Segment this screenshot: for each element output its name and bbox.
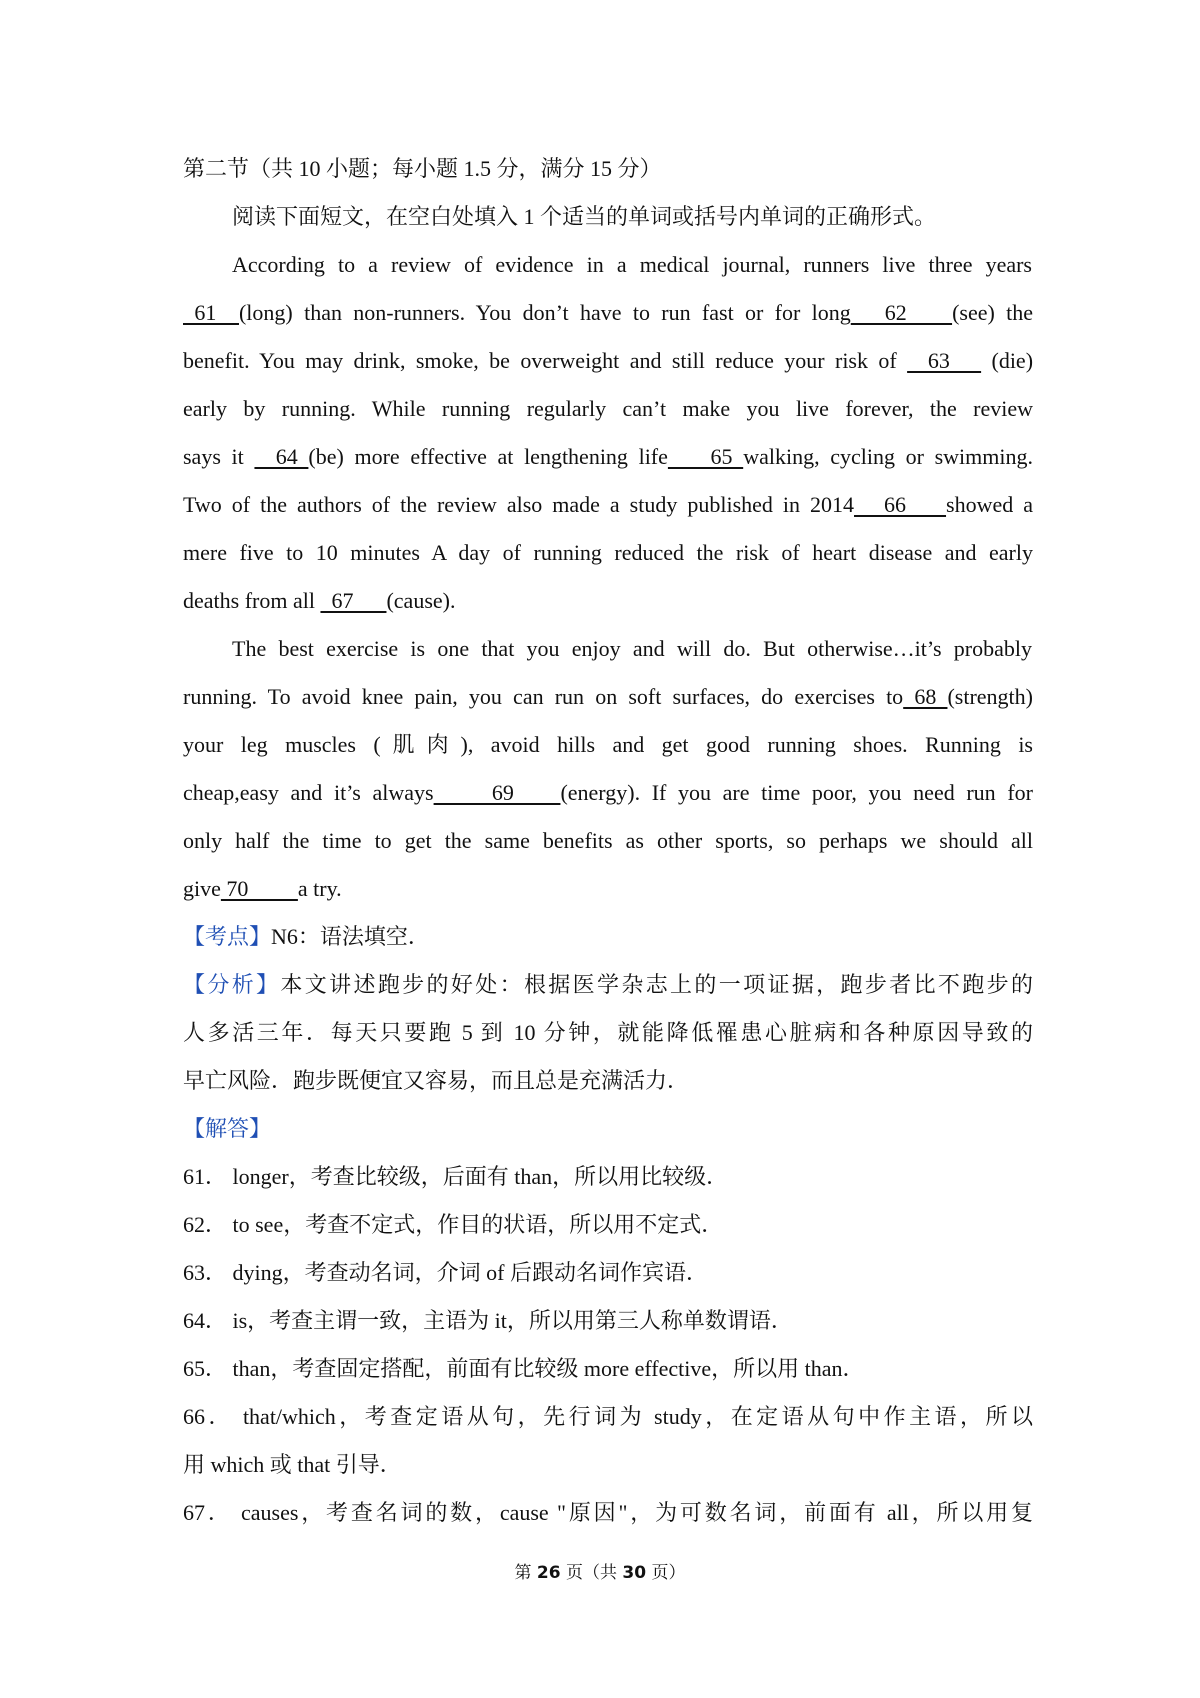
answer-item: 61． longer，考查比较级，后面有 than，所以用比较级．: [183, 1164, 729, 1189]
jieda-tag: 【解答】: [183, 1116, 272, 1141]
answer-item: 67． causes，考查名词的数，cause "原因"，为可数名词，前面有 all，所以用复: [183, 1500, 1033, 1525]
section-title: 第二节（共 10 小题；每小题 1.5 分，满分 15 分）: [183, 156, 662, 181]
passage-line: early by running. While running regularly can’t make you live forever, the review: [183, 396, 1033, 421]
kaodian-tag: 【考点】: [183, 924, 272, 949]
passage-line: running. To avoid knee pain, you can run on soft surfaces, do exercises to 68 (strength): [183, 684, 1033, 709]
blank-63: 63: [907, 348, 982, 373]
passage-line: cheap,easy and it’s always 69 (energy). If you are time poor, you need run for: [183, 780, 1033, 805]
blank-65: 65: [667, 444, 744, 469]
blank-67: 67: [320, 588, 387, 613]
passage-line: Two of the authors of the review also made a study published in 2014 66 showed a: [183, 492, 1034, 517]
passage-line: give 70 a try.: [183, 876, 342, 901]
current-page-number: 26: [536, 1563, 561, 1583]
passage-line: only half the time to get the same benefits as other sports, so perhaps we should all: [183, 828, 1033, 853]
passage-line: mere five to 10 minutes A day of running reduced the risk of heart disease and early: [183, 540, 1033, 565]
jieda-tag-line: [183, 1114, 1033, 1144]
fenxi-line: 【分析】本文讲述跑步的好处：根据医学杂志上的一项证据，跑步者比不跑步的: [183, 972, 1033, 997]
answer-item: 65． than，考查固定搭配，前面有比较级 more effective，所以用 than．: [183, 1356, 865, 1381]
passage-line: benefit. You may drink, smoke, be overweight and still reduce your risk of 63 (die): [183, 348, 1034, 373]
answer-item: 62． to see，考查不定式，作目的状语，所以用不定式．: [183, 1212, 724, 1237]
answer-item: 用 which 或 that 引导．: [183, 1452, 402, 1477]
passage-line: says it 64 (be) more effective at lengthening life 65 walking, cycling or swimming.: [183, 444, 1034, 469]
blank-64: 64: [254, 444, 309, 469]
blank-61: 61: [183, 300, 239, 325]
page-footer: 第 26 页（共 30 页）: [514, 1563, 686, 1583]
passage-line: 61 (long) than non-runners. You don’t have to run fast or for long 62 (see) the: [183, 300, 1034, 325]
answer-item: 63． dying，考查动名词，介词 of 后跟动名词作宾语．: [183, 1260, 708, 1285]
total-pages: 30: [622, 1563, 647, 1583]
passage-line: The best exercise is one that you enjoy and will do. But otherwise…it’s probably: [232, 636, 1032, 661]
blank-66: 66: [854, 492, 947, 517]
passage-line: deaths from all 67 (cause).: [183, 588, 456, 613]
fenxi-line: 早亡风险．跑步既便宜又容易，而且总是充满活力．: [183, 1068, 690, 1093]
blank-62: 62: [850, 300, 953, 325]
answer-item: 64． is，考查主谓一致，主语为 it，所以用第三人称单数谓语．: [183, 1308, 793, 1333]
passage-line: your leg muscles (肌肉), avoid hills and get good running shoes. Running is: [183, 732, 1033, 757]
passage-line: According to a review of evidence in a medical journal, runners live three years: [232, 252, 1032, 277]
fenxi-line: 人多活三年．每天只要跑 5 到 10 分钟，就能降低罹患心脏病和各种原因导致的: [183, 1020, 1033, 1045]
kaodian-line: 【考点】N6：语法填空．: [183, 924, 430, 949]
blank-68: 68: [903, 684, 948, 709]
blank-70: 70: [220, 876, 298, 901]
instruction: 阅读下面短文，在空白处填入 1 个适当的单词或括号内单词的正确形式。: [232, 204, 937, 229]
blank-69: 69: [433, 780, 561, 805]
fenxi-tag: 【分析】: [183, 972, 281, 997]
answer-item: 66． that/which，考查定语从句，先行词为 study，在定语从句中作主语，所以: [183, 1404, 1033, 1429]
